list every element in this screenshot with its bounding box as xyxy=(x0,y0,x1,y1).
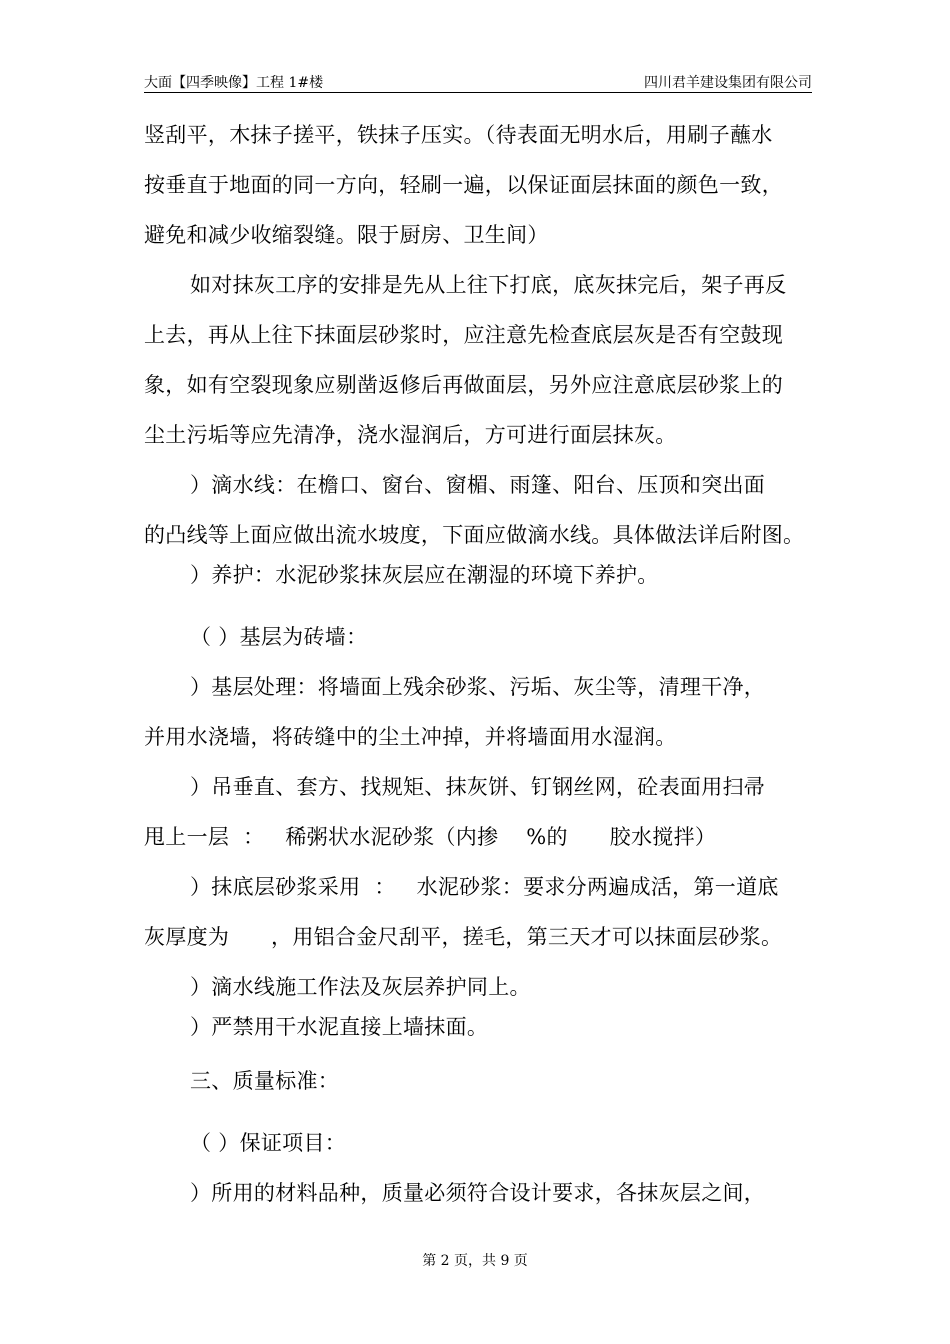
body-line: ）滴水线：在檐口、窗台、窗楣、雨篷、阳台、压顶和突出面 xyxy=(190,473,766,497)
body-line: ）所用的材料品种，质量必须符合设计要求，各抹灰层之间， xyxy=(190,1181,766,1205)
body-line: 如对抹灰工序的安排是先从上往下打底，底灰抹完后，架子再反 xyxy=(190,273,787,297)
body-line: 的凸线等上面应做出流水坡度，下面应做滴水线。具体做法详后附图。 xyxy=(144,523,805,547)
body-line: 按垂直于地面的同一方向，轻刷一遍，以保证面层抹面的颜色一致， xyxy=(144,173,783,197)
page-number: 第 2 页，共 9 页 xyxy=(422,1253,528,1269)
section-heading: （ ）保证项目： xyxy=(190,1131,347,1155)
body-line: 并用水浇墙，将砖缝中的尘土冲掉，并将墙面用水湿润。 xyxy=(144,725,677,749)
body-line: ）抹底层砂浆采用 ： 水泥砂浆：要求分两遍成活，第一道底 xyxy=(190,875,779,899)
header-project-title: 大面【四季映像】工程 1#楼 xyxy=(144,75,324,91)
body-line: 避免和减少收缩裂缝。限于厨房、卫生间） xyxy=(144,223,549,247)
body-line: 上去，再从上往下抹面层砂浆时，应注意先检查底层灰是否有空鼓现 xyxy=(144,323,783,347)
body-line: ）滴水线施工作法及灰层养护同上。 xyxy=(190,975,531,999)
page-header xyxy=(144,72,812,93)
body-line: 灰厚度为 ，用铝合金尺刮平，搓毛，第三天才可以抹面层砂浆。 xyxy=(144,925,783,949)
body-line: 甩上一层 ： 稀粥状水泥砂浆（内掺 %的 胶水搅拌） xyxy=(144,825,717,849)
body-line: 象，如有空裂现象应剔凿返修后再做面层，另外应注意底层砂浆上的 xyxy=(144,373,783,397)
body-line: 尘土污垢等应先清净，浇水湿润后，方可进行面层抹灰。 xyxy=(144,423,677,447)
body-line: 竖刮平，木抹子搓平，铁抹子压实。（待表面无明水后，用刷子蘸水 xyxy=(144,123,773,147)
section-heading: 三、质量标准： xyxy=(190,1069,340,1093)
body-line: ）吊垂直、套方、找规矩、抹灰饼、钉钢丝网，砼表面用扫帚 xyxy=(190,775,766,799)
section-heading: （ ）基层为砖墙： xyxy=(190,625,368,649)
header-company-name: 四川君羊建设集团有限公司 xyxy=(644,75,812,91)
body-line: ）基层处理：将墙面上残余砂浆、污垢、灰尘等，清理干净， xyxy=(190,675,766,699)
body-line: ）养护：水泥砂浆抹灰层应在潮湿的环境下养护。 xyxy=(190,563,659,587)
body-line: ）严禁用干水泥直接上墙抹面。 xyxy=(190,1015,489,1039)
